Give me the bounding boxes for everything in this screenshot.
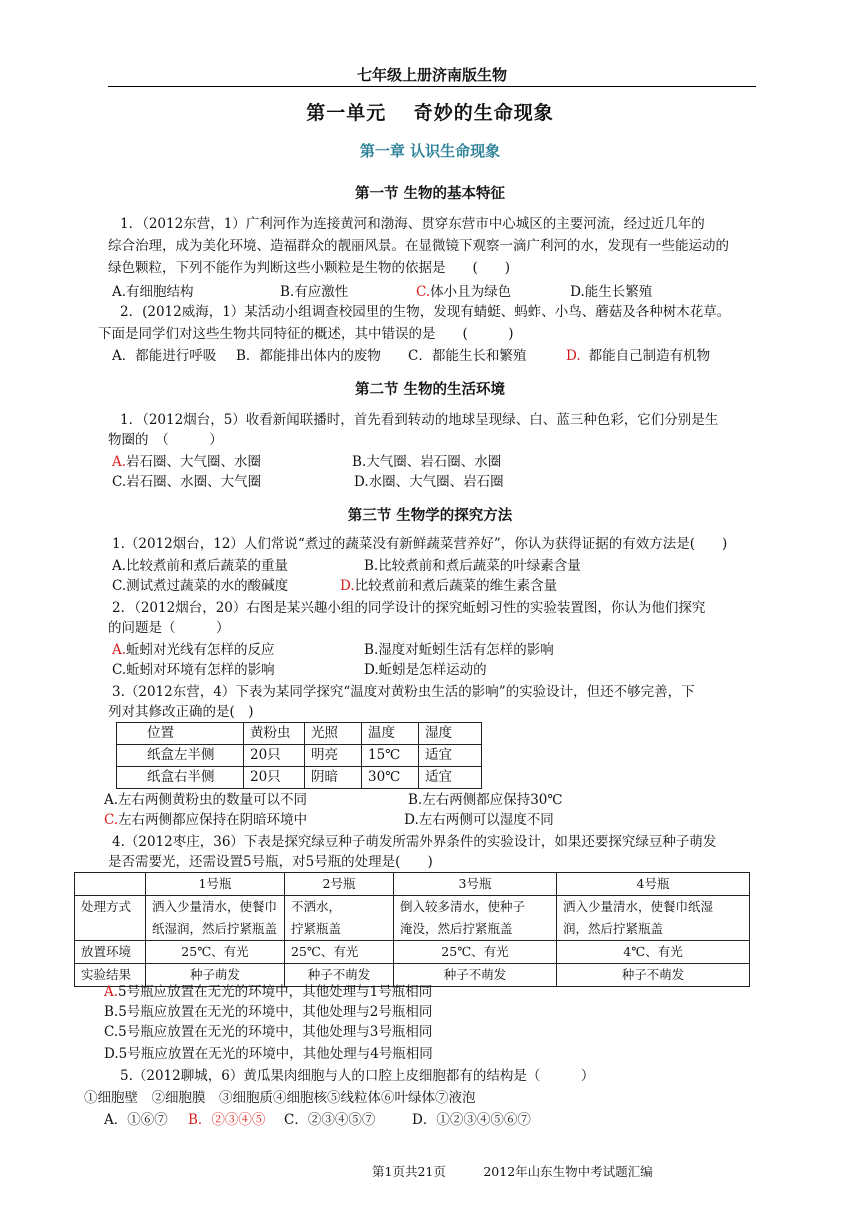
table-cell: 放置环境	[75, 941, 146, 964]
header-cell: 3号瓶	[394, 873, 557, 896]
table-cell	[557, 896, 750, 941]
option-d-letter: D.	[566, 348, 581, 364]
option-d: D.水圈、大气圈、岩石圈	[354, 474, 504, 490]
table-row	[117, 767, 482, 789]
table-cell: 处理方式	[75, 896, 146, 941]
table-cell: 种子萌发	[146, 964, 285, 987]
option-c: C．都能生长和繁殖	[408, 348, 527, 364]
table-cell: 25℃、有光	[285, 941, 394, 964]
option-a: A.有细胞结构	[112, 284, 194, 300]
s3-q3-options-row1	[104, 790, 563, 810]
s3-q5-line1: 5.（2012聊城，6）黄瓜果肉细胞与人的口腔上皮细胞都有的结构是（ ）	[120, 1068, 595, 1084]
option-d-letter: D.	[340, 578, 355, 594]
s3-q4-option-a	[104, 982, 432, 1002]
table-cell	[394, 896, 557, 941]
s3-q3-line2: 列对其修改正确的是( )	[108, 704, 254, 720]
table-cell: 阴暗	[305, 767, 362, 789]
table-cell: 种子不萌发	[394, 964, 557, 987]
option-d: D.蚯蚓是怎样运动的	[364, 662, 487, 678]
s1-q1-options	[112, 282, 652, 302]
table-cell: 4℃、有光	[557, 941, 750, 964]
table-row	[117, 745, 482, 767]
page-footer: 第1页共21页 2012年山东生物中考试题汇编	[372, 1164, 653, 1179]
option-a: A．①⑥⑦	[104, 1112, 168, 1128]
option-a: A.比较煮前和煮后蔬菜的重量	[112, 558, 289, 574]
s1-q2-line1: 2．(2012威海，1）某活动小组调查校园里的生物，发现有蜻蜓、蚂蚱、小鸟、蘑菇及各种树木花草。	[120, 304, 731, 320]
option-b: B.湿度对蚯蚓生活有怎样的影响	[364, 642, 554, 658]
option-c: 左右两侧都应保持在阴暗环境中	[118, 812, 308, 828]
cell-line: 洒入少量清水，使餐巾纸湿	[563, 899, 714, 914]
s3-q2-options-row1	[112, 640, 554, 660]
s3-q1-options-row2	[112, 576, 557, 596]
s3-q3-line1: 3.（2012东营，4）下表为某同学探究“温度对黄粉虫生活的影响”的实验设计，但还不够完善，下	[112, 684, 695, 700]
s1-q1-line3: 绿色颗粒，下列不能作为判断这些小颗粒是生物的依据是 ( )	[108, 260, 511, 276]
s3-q4-line1: 4.（2012枣庄，36）下表是探究绿豆种子萌发所需外界条件的实验设计，如果还要探究绿豆种子萌发	[112, 834, 717, 850]
s1-q1-line1: 1．（2012东营，1）广利河作为连接黄河和渤海、贯穿东营市中心城区的主要河流，经过近几年的	[120, 216, 705, 232]
cell-line: 洒入少量清水，使餐巾	[152, 899, 278, 914]
option-b: B.比较煮前和煮后蔬菜的叶绿素含量	[364, 558, 581, 574]
table-cell: 纸盒右半侧	[117, 767, 244, 789]
table-cell: 适宜	[419, 745, 482, 767]
option-c: 体小且为绿色	[430, 284, 512, 300]
s2-q1-line1: 1．（2012烟台，5）收看新闻联播时，首先看到转动的地球呈现绿、白、蓝三种色彩，它们分别是生	[120, 412, 719, 428]
table-cell: 实验结果	[75, 964, 146, 987]
option-c-letter: C.	[104, 812, 119, 828]
table-row	[75, 896, 750, 941]
page-header: 七年级上册济南版生物	[356, 66, 507, 84]
s3-q2-line2: 的问题是（ ）	[108, 620, 230, 636]
header-cell: 1号瓶	[146, 873, 285, 896]
cell-line: 纸湿润，然后拧紧瓶盖	[152, 921, 278, 936]
table-row	[75, 941, 750, 964]
s1-q1-line2: 综合治理，成为美化环境、造福群众的靓丽风景。在显微镜下观察一滴广利河的水，发现有一些能运动的	[108, 238, 729, 254]
option-d: D．①②③④⑤⑥⑦	[412, 1112, 531, 1128]
option-c: C.测试煮过蔬菜的水的酸碱度	[112, 578, 289, 594]
table-cell: 适宜	[419, 767, 482, 789]
table-cell: 30℃	[362, 767, 419, 789]
s2-q1-options-row1	[112, 452, 501, 472]
option-a: A．都能进行呼吸	[112, 348, 217, 364]
s3-q1-line1: 1.（2012烟台，12）人们常说“煮过的蔬菜没有新鲜蔬菜营养好”，你认为获得证据的有效方法是( )	[112, 536, 728, 552]
table-header-row	[117, 723, 482, 745]
option-d: 都能自己制造有机物	[588, 348, 711, 364]
unit-title: 第一单元 奇妙的生命现象	[306, 102, 554, 124]
table-cell	[146, 896, 285, 941]
s3-q1-options-row1	[112, 556, 581, 576]
option-c: C．②③④⑤⑦	[284, 1112, 376, 1128]
table-cell: 纸盒左半侧	[117, 745, 244, 767]
cell-line: 淹没，然后拧紧瓶盖	[400, 921, 513, 936]
header-cell: 2号瓶	[285, 873, 394, 896]
table-cell: 15℃	[362, 745, 419, 767]
s2-q1-options-row2	[112, 472, 504, 492]
cell-line: 拧紧瓶盖	[291, 921, 342, 936]
cell-line: 润，然后拧紧瓶盖	[563, 921, 664, 936]
section-title-2: 第二节 生物的生活环境	[354, 381, 506, 398]
header-cell: 温度	[362, 723, 419, 745]
option-a-letter: A.	[112, 642, 127, 658]
header-rule	[108, 86, 756, 87]
option-a-letter: A.	[112, 454, 127, 470]
s3-q3-options-row2	[104, 810, 554, 830]
option-a-letter: A.	[104, 984, 119, 1000]
table-cell: 明亮	[305, 745, 362, 767]
header-cell: 光照	[305, 723, 362, 745]
chapter-title: 第一章 认识生命现象	[359, 142, 501, 160]
option-a: 5号瓶应放置在无光的环境中，其他处理与1号瓶相同	[118, 984, 433, 1000]
s3-q4-line2: 是否需要光，还需设置5号瓶，对5号瓶的处理是( )	[108, 854, 433, 870]
option-d: D.左右两侧可以湿度不同	[404, 812, 554, 828]
option-b: B．②③④⑤	[188, 1112, 266, 1128]
s2-q1-line2: 物圈的 （ ）	[108, 432, 223, 448]
option-d: D.能生长繁殖	[570, 284, 653, 300]
s1-q2-options	[112, 346, 710, 366]
table-cell: 种子不萌发	[285, 964, 394, 987]
option-a: 蚯蚓对光线有怎样的反应	[126, 642, 275, 658]
header-cell: 4号瓶	[557, 873, 750, 896]
option-b: B．都能排出体内的废物	[236, 348, 381, 364]
table-cell: 25℃、有光	[394, 941, 557, 964]
table-header-row	[75, 873, 750, 896]
option-c: C.蚯蚓对环境有怎样的影响	[112, 662, 275, 678]
header-cell: 湿度	[419, 723, 482, 745]
header-cell	[75, 873, 146, 896]
section-title-3: 第三节 生物学的探究方法	[347, 507, 513, 524]
s3-q2-line1: 2．（2012烟台，20）右图是某兴趣小组的同学设计的探究蚯蚓习性的实验装置图，你认为他们探究	[112, 600, 706, 616]
s1-q2-line2: 下面是同学们对这些生物共同特征的概述，其中错误的是 ( )	[98, 326, 514, 342]
s3-q4-option-d: D.5号瓶应放置在无光的环境中，其他处理与4号瓶相同	[104, 1046, 433, 1062]
option-a: A.左右两侧黄粉虫的数量可以不同	[104, 792, 308, 808]
s3-q2-options-row2	[112, 660, 487, 680]
table-cell: 种子不萌发	[557, 964, 750, 987]
cell-line: 倒入较多清水，使种子	[400, 899, 526, 914]
option-d: 比较煮前和煮后蔬菜的维生素含量	[354, 578, 558, 594]
s3-q4-option-c: C.5号瓶应放置在无光的环境中，其他处理与3号瓶相同	[104, 1024, 433, 1040]
option-b: B.左右两侧都应保持30℃	[408, 792, 563, 808]
s3-q5-options	[104, 1110, 531, 1130]
table-mealworm-experiment	[116, 722, 482, 789]
option-a: 岩石圈、大气圈、水圈	[126, 454, 262, 470]
table-seed-germination	[74, 872, 750, 987]
header-cell: 位置	[117, 723, 244, 745]
option-c: C.岩石圈、水圈、大气圈	[112, 474, 262, 490]
table-cell: 20只	[244, 745, 305, 767]
section-title-1: 第一节 生物的基本特征	[354, 185, 506, 202]
s3-q4-option-b: B.5号瓶应放置在无光的环境中，其他处理与2号瓶相同	[104, 1004, 433, 1020]
cell-line: 不洒水，	[291, 899, 342, 914]
option-c-letter: C.	[416, 284, 431, 300]
table-cell	[285, 896, 394, 941]
option-b: B.有应激性	[280, 284, 349, 300]
s3-q5-line2: ①细胞壁 ②细胞膜 ③细胞质④细胞核⑤线粒体⑥叶绿体⑦液泡	[84, 1090, 476, 1106]
table-cell: 20只	[244, 767, 305, 789]
header-cell: 黄粉虫	[244, 723, 305, 745]
table-cell: 25℃、有光	[146, 941, 285, 964]
option-b: B.大气圈、岩石圈、水圈	[352, 454, 502, 470]
